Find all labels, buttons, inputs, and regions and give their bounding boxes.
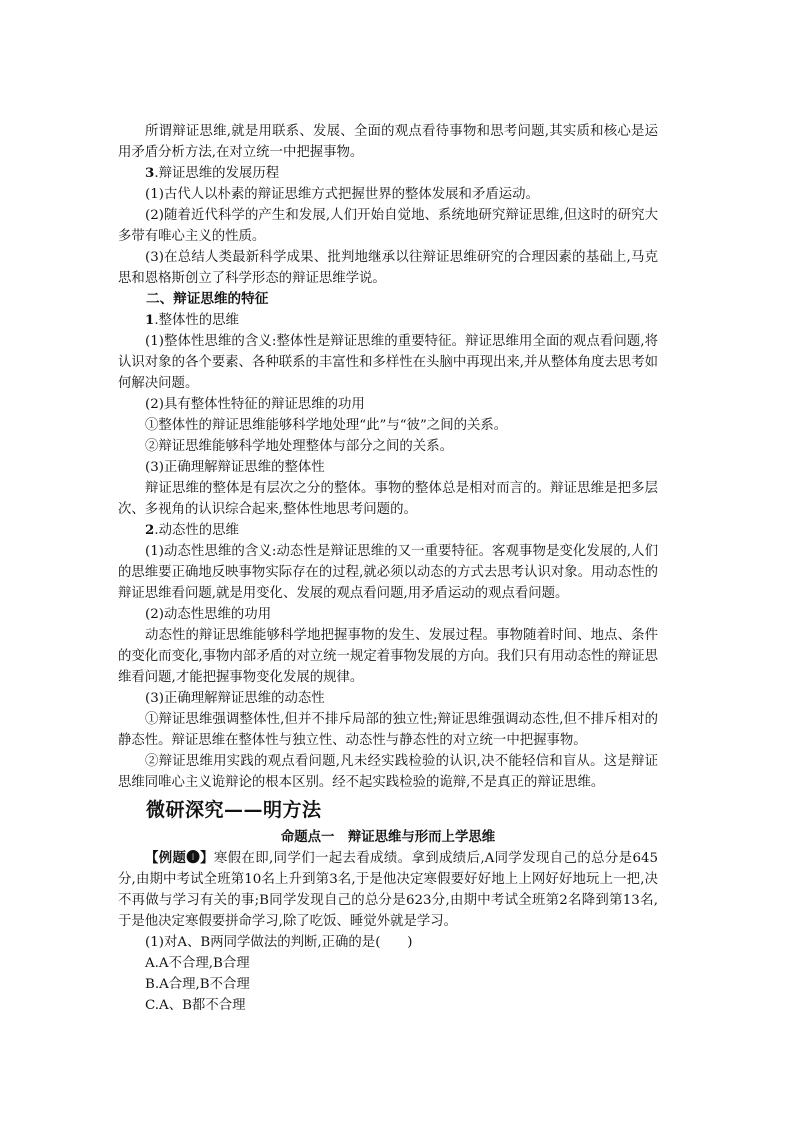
subheading <box>118 310 658 331</box>
paragraph: (3)正确理解辩证思维的动态性 <box>145 691 325 706</box>
paragraph: (2)随着近代科学的产生和发展,人们开始自觉地、系统地研究辩证思维,但这时的研究大多带有唯心主义的性质。 <box>118 208 658 244</box>
paragraph: 辩证思维的整体是有层次之分的整体。事物的整体总是相对而言的。辩证思维是把多层次、多视角的认识综合起来,整体性地思考问题的。 <box>118 481 658 517</box>
paragraph: (3)在总结人类最新科学成果、批判地继承以往辩证思维研究的合理因素的基础上,马克思和恩格斯创立了科学形态的辩证思维学说。 <box>118 250 658 286</box>
example-label: 【例题❶】 <box>145 850 214 866</box>
subheading-text: .辩证思维的发展历程 <box>154 166 280 181</box>
answer-option-b: B.A合理,B不合理 <box>145 977 250 992</box>
subheading-text: .整体性的思维 <box>154 313 239 328</box>
subheading-number: 3 <box>145 165 155 181</box>
section-heading: 二、辩证思维的特征 <box>146 291 269 307</box>
proposition-heading: 命题点一 辩证思维与形而上学思维 <box>280 829 496 845</box>
subheading <box>118 163 658 184</box>
question-stem: (1)对A、B两同学做法的判断,正确的是( ) <box>145 935 413 950</box>
paragraph: (2)动态性思维的功用 <box>145 607 272 622</box>
subheading-number: 1 <box>145 312 155 328</box>
example-question <box>118 848 658 932</box>
subheading <box>118 520 658 541</box>
paragraph: ①整体性的辩证思维能够科学地处理“此”与“彼”之间的关系。 <box>145 418 508 433</box>
example-text: 寒假在即,同学们一起去看成绩。拿到成绩后,A同学发现自己的总分是645分,由期中考试全班第10名上升到第3名,于是他决定寒假要好好地上上网好好地玩上一把,决不再做与学习有关的事;B同学发现自己的总分是623分,由期中考试全班第2名降到第13名,于是他决定寒假要拼命学习,除了吃饭、睡觉外就是学习。 <box>118 851 659 929</box>
subheading-number: 2 <box>145 522 155 538</box>
paragraph: (2)具有整体性特征的辩证思维的功用 <box>145 397 365 412</box>
answer-option-c: C.A、B都不合理 <box>145 998 246 1013</box>
paragraph: (1)动态性思维的含义:动态性是辩证思维的又一重要特征。客观事物是变化发展的,人们的思维要正确地反映事物实际存在的过程,就必须以动态的方式去思考认识对象。用动态性的辩证思维看问题,就是用变化、发展的观点看问题,用矛盾运动的观点看问题。 <box>118 544 658 601</box>
paragraph: ②辩证思维用实践的观点看问题,凡未经实践检验的认识,决不能轻信和盲从。这是辩证思维同唯心主义诡辩论的根本区别。经不起实践检验的诡辩,不是真正的辩证思维。 <box>118 754 658 790</box>
paragraph: ①辩证思维强调整体性,但并不排斥局部的独立性;辩证思维强调动态性,但不排斥相对的静态性。辩证思维在整体性与独立性、动态性与静态性的对立统一中把握事物。 <box>118 712 658 748</box>
document-body <box>118 121 658 1016</box>
paragraph: 动态性的辩证思维能够科学地把握事物的发生、发展过程。事物随着时间、地点、条件的变化而变化,事物内部矛盾的对立统一规定着事物发展的方向。我们只有用动态性的辩证思维看问题,才能把握事物变化发展的规律。 <box>118 628 658 685</box>
paragraph: (3)正确理解辩证思维的整体性 <box>145 460 325 475</box>
paragraph: (1)古代人以朴素的辩证思维方式把握世界的整体发展和矛盾运动。 <box>145 187 539 202</box>
subheading-text: .动态性的思维 <box>154 523 239 538</box>
paragraph: ②辩证思维能够科学地处理整体与部分之间的关系。 <box>145 439 453 454</box>
paragraph: 所谓辩证思维,就是用联系、发展、全面的观点看待事物和思考问题,其实质和核心是运用矛盾分析方法,在对立统一中把握事物。 <box>118 124 658 160</box>
answer-option-a: A.A不合理,B合理 <box>145 956 250 971</box>
section-title: 微研深究——明方法 <box>146 799 322 821</box>
paragraph: (1)整体性思维的含义:整体性是辩证思维的重要特征。辩证思维用全面的观点看问题,将认识对象的各个要素、各种联系的丰富性和多样性在头脑中再现出来,并从整体角度去思考如何解决问题。 <box>118 334 658 391</box>
